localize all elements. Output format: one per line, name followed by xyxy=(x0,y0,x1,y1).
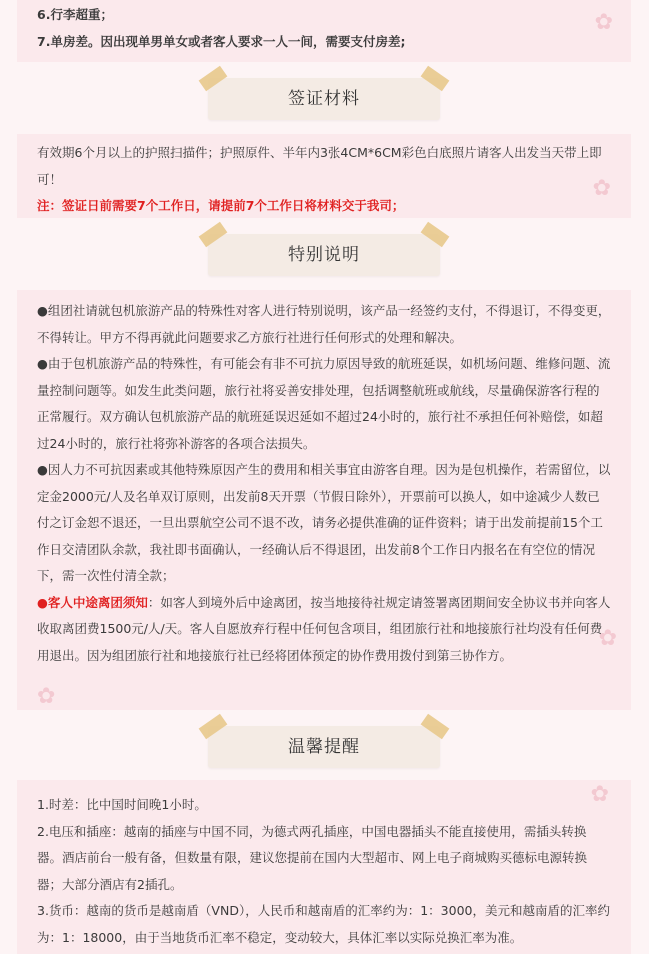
section-title-visa xyxy=(208,78,440,120)
blossom-decoration-icon: ✿ xyxy=(590,782,609,807)
exclusion-item-7: 7.单房差。因出现单男单女或者客人要求一人一间，需要支付房差; xyxy=(37,33,406,49)
blossom-decoration-icon: ✿ xyxy=(598,626,617,651)
tips-card xyxy=(17,780,631,954)
special-note-4-label: ●客人中途离团须知 xyxy=(37,594,148,610)
tip-time-difference: 1.时差：比中国时间晚1小时。 xyxy=(37,797,207,812)
special-note-4-text: ：如客人到境外后中途离团，按当地接待社规定请签署离团期间安全协议书并向客人收取离团费1500元/人/天。客人自愿放弃行程中任何包含项目，组团旅行社和地接旅行社均没有任何费用退出。因为组团旅行社和地接旅行社已经将团体预定的协作费用拨付到第三协作方。 xyxy=(37,594,611,663)
blossom-decoration-icon: ✿ xyxy=(594,10,613,35)
tip-currency: 3.货币：越南的货币是越南盾（VND），人民币和越南盾的汇率约为：1：3000，美元和越南盾的汇率约为：1：18000，由于当地货币汇率不稳定，变动较大，具体汇率以实际兑换汇率为准。 xyxy=(37,903,610,945)
visa-note: 注：签证日前需要7个工作日，请提前7个工作日将材料交于我司； xyxy=(37,198,405,213)
tip-power-socket: 2.电压和插座：越南的插座与中国不同，为德式两孔插座，中国电器插头不能直接使用，需插头转换器。酒店前台一般有备，但数量有限，建议您提前在国内大型超市、网上电子商城购买德标电源转换器；大部分酒店有2插孔。 xyxy=(37,823,588,892)
tape-decoration xyxy=(199,222,228,248)
blossom-decoration-icon: ✿ xyxy=(37,684,56,709)
tape-decoration xyxy=(421,222,450,248)
tape-decoration xyxy=(199,714,228,740)
special-note-2: ●由于包机旅游产品的特殊性，有可能会有非不可抗力原因导致的航班延误，如机场问题、维修问题、流量控制问题等。如发生此类问题，旅行社将妥善安排处理，包括调整航班或航线，尽量确保游客行程的正常履行。双方确认包机旅游产品的航班延误迟延如不超过24小时的，旅行社不承担任何补赔偿，如超过24小时的，旅行社将弥补游客的各项合法损失。 xyxy=(37,356,611,451)
visa-card xyxy=(17,134,631,218)
exclusion-item-6: 6.行李超重； xyxy=(37,7,113,22)
section-title-visa-label: 签证材料 xyxy=(288,89,360,109)
special-notes-card xyxy=(17,290,631,710)
section-title-special xyxy=(208,234,440,276)
tape-decoration xyxy=(199,66,228,92)
visa-requirements: 有效期6个月以上的护照扫描件；护照原件、半年内3张4CM*6CM彩色白底照片请客人出发当天带上即可！ xyxy=(37,145,602,187)
special-note-4 xyxy=(37,590,611,670)
tape-decoration xyxy=(421,66,450,92)
section-title-special-label: 特别说明 xyxy=(288,245,360,265)
special-note-1: ●组团社请就包机旅游产品的特殊性对客人进行特别说明，该产品一经签约支付，不得退订，不得变更，不得转让。甲方不得再就此问题要求乙方旅行社进行任何形式的处理和解决。 xyxy=(37,303,611,345)
special-note-3: ●因人力不可抗因素或其他特殊原因产生的费用和相关事宜由游客自理。因为是包机操作，若需留位，以定金2000元/人及名单双订原则，出发前8天开票（节假日除外），开票前可以换人，如中途减少人数已付之订金恕不退还，一旦出票航空公司不退不改，请务必提供准确的证件资料；请于出发前提前15个工作日交清团队余款，我社即书面确认，一经确认后不得退团，出发前8个工作日内报名在有空位的情况下，需一次性付清全款； xyxy=(37,462,611,583)
fee-exclusions-card xyxy=(17,0,631,62)
blossom-decoration-icon: ✿ xyxy=(592,176,611,201)
tape-decoration xyxy=(421,714,450,740)
section-title-tips xyxy=(208,726,440,768)
section-title-tips-label: 温馨提醒 xyxy=(288,737,360,757)
